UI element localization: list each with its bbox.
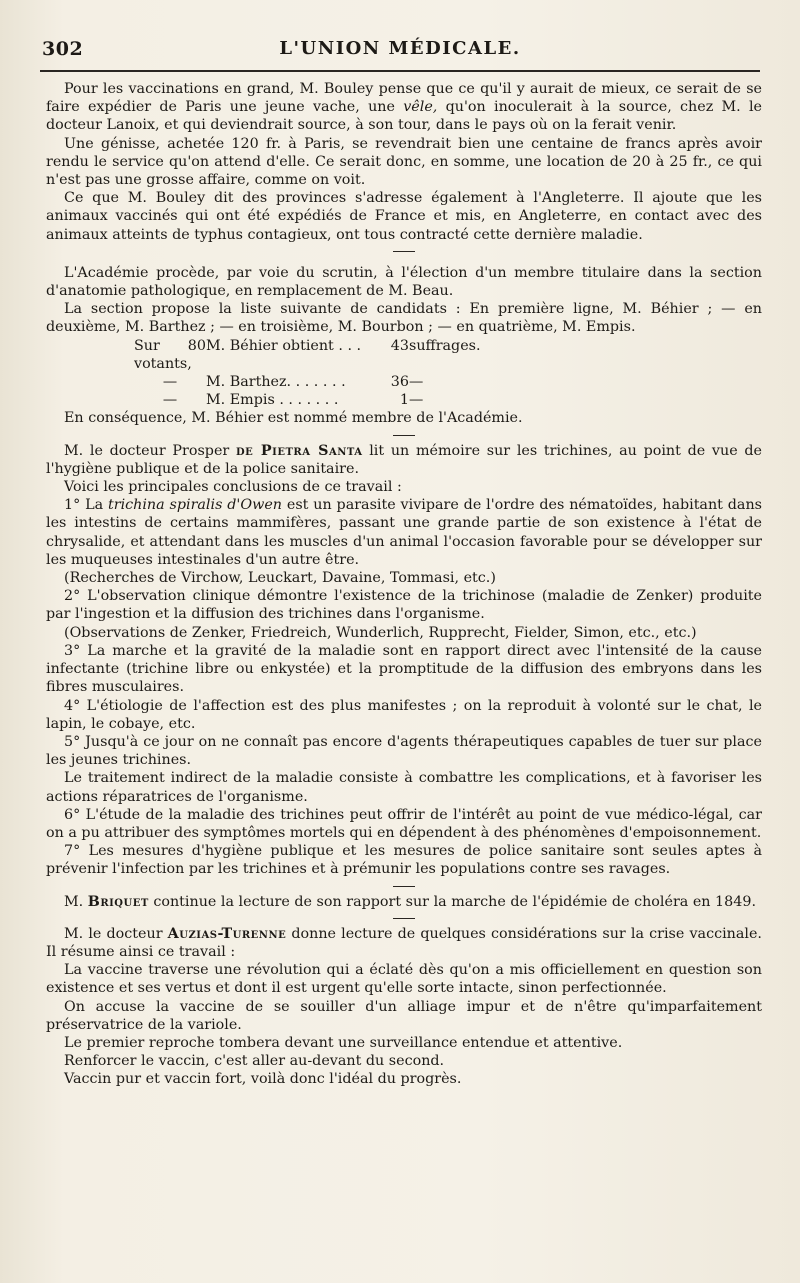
vote-row: — M. Empis . . . . . . . 1 — — [162, 392, 424, 409]
running-title: L'UNION MÉDICALE. — [279, 38, 521, 59]
paragraph-election: L'Académie procède, par voie du scrutin, à l'élection d'un membre titulaire dans la section d'anatomie pathologique, en remplacement de M. Beau. — [46, 264, 762, 300]
vaccine-statement-2: On accuse la vaccine de se souiller d'un alliage impur et de n'être qu'imparfaitement préservatrice de la variole. — [46, 998, 762, 1033]
vote-row: Sur 80 votants, M. Béhier obtient . . . 43 suffrages. — [134, 337, 481, 372]
page-number: 302 — [42, 38, 84, 60]
section-separator — [393, 251, 415, 252]
vaccine-statement-3: Le premier reproche tombera devant une surveillance entendue et attentive. — [64, 1034, 623, 1051]
conclusion-6: 6° L'étude de la maladie des trichines peut offrir de l'intérêt au point de vue médico-légal, car on a pu attribuer des symptômes mortels qui en dépendent à des phénomènes d'empoisonnement. — [46, 806, 762, 841]
conclusion-5-treatment: Le traitement indirect de la maladie consiste à combattre les complications, et à favoriser les actions réparatrices de l'organisme. — [46, 770, 762, 805]
vaccine-statement-5: Vaccin pur et vaccin fort, voilà donc l'idéal du progrès. — [64, 1071, 462, 1088]
paragraph-genisse: Une génisse, achetée 120 fr. à Paris, se revendrait bien une centaine de francs après avoir rendu le service qu'on attend d'elle. Ce serait donc, en somme, une location de 20 à 25 fr., ce qui n'est pas une grosse affaire, comme on voit. — [46, 135, 762, 189]
conclusion-7: 7° Les mesures d'hygiène publique et les mesures de police sanitaire sont seules aptes à prévenir l'infection par les trichines et à prémunir les populations contre ses ravages. — [46, 843, 762, 878]
paragraph-pietra-santa: M. le docteur Prosper de Pietra Santa lit un mémoire sur les trichines, au point de vue de l'hygiène publique et de la police sanitaire. — [46, 442, 763, 477]
vaccine-statement-4: Renforcer le vaccin, c'est aller au-devant du second. — [64, 1053, 445, 1070]
vaccine-statement-1: La vaccine traverse une révolution qui a éclaté dès qu'on a mis officiellement en question son existence et ses vertus et dont il est urgent qu'elle sorte intacte, sinon perfectionnée. — [46, 962, 762, 997]
conclusion-1: 1° La trichina spiralis d'Owen est un parasite vivipare de l'ordre des nématoïdes, habitant dans les intestins de certains mammifères, passant une grande partie de son existence à l'état de chrysalide, et attendant dans les muscles d'un animal l'occasion favorable pour se développer sur les muqueuses intestinales d'un autre être. — [46, 497, 762, 568]
section-separator — [393, 886, 415, 887]
conclusion-3: 3° La marche et la gravité de la maladie sont en rapport direct avec l'intensité de la cause infectante (trichine libre ou enkystée) et la promptitude de la diffusion des embryons dans les fibres musculaires. — [46, 642, 762, 696]
section-separator — [393, 435, 415, 436]
emphasis-vele: vêle, — [403, 99, 438, 116]
paragraph-candidates: La section propose la liste suivante de candidats : En première ligne, M. Béhier ; — en deuxième, M. Barthez ; — en troisième, M. Bourbon ; — en quatrième, M. Empis. — [46, 301, 762, 336]
author-name: Briquet — [87, 893, 149, 910]
page-body — [46, 80, 762, 1089]
paragraph-vaccination: Pour les vaccinations en grand, M. Bouley pense que ce qu'il y aurait de mieux, ce serait de se faire expédier de Paris une jeune vache, une vêle, qu'on inoculerait à la source, chez M. le docteur Lanoix, et qui deviendrait source, à son tour, dans le pays où on la ferait venir. — [46, 81, 762, 134]
author-name: Auzias-Turenne — [167, 925, 287, 942]
section-separator — [393, 918, 415, 919]
author-name: de Pietra Santa — [235, 442, 363, 459]
paragraph-auzias-turenne: M. le docteur Auzias-Turenne donne lecture de quelques considérations sur la crise vaccinale. Il résume ainsi ce travail : — [46, 925, 762, 960]
vote-row: — M. Barthez. . . . . . . 36 — — [162, 374, 424, 391]
conclusion-2: 2° L'observation clinique démontre l'existence de la trichinose (maladie de Zenker) produite par l'ingestion et la diffusion des trichines dans l'organisme. — [46, 588, 762, 623]
paragraph-briquet: M. Briquet continue la lecture de son rapport sur la marche de l'épidémie de choléra en 1849. — [64, 893, 756, 910]
paragraph-angleterre: Ce que M. Bouley dit des provinces s'adresse également à l'Angleterre. Il ajoute que les animaux vaccinés qui ont été expédiés de France et mis, en Angleterre, en contact avec des animaux atteints de typhus contagieux, ont tous contracté cette dernière maladie. — [46, 190, 762, 243]
page-header — [40, 30, 760, 72]
paragraph-nomination: En conséquence, M. Béhier est nommé membre de l'Académie. — [64, 410, 523, 427]
emphasis-species: trichina spiralis d'Owen — [107, 497, 282, 514]
conclusion-2-references: (Observations de Zenker, Friedreich, Wunderlich, Rupprecht, Fielder, Simon, etc., etc.) — [64, 624, 697, 641]
vote-results-table — [134, 337, 481, 410]
conclusion-1-references: (Recherches de Virchow, Leuckart, Davaine, Tommasi, etc.) — [64, 570, 496, 587]
paragraph-conclusions-intro: Voici les principales conclusions de ce travail : — [64, 479, 402, 496]
conclusion-5: 5° Jusqu'à ce jour on ne connaît pas encore d'agents thérapeutiques capables de tuer sur place les jeunes trichines. — [46, 733, 762, 769]
conclusion-4: 4° L'étiologie de l'affection est des plus manifestes ; on la reproduit à volonté sur le chat, le lapin, le cobaye, etc. — [46, 697, 762, 732]
